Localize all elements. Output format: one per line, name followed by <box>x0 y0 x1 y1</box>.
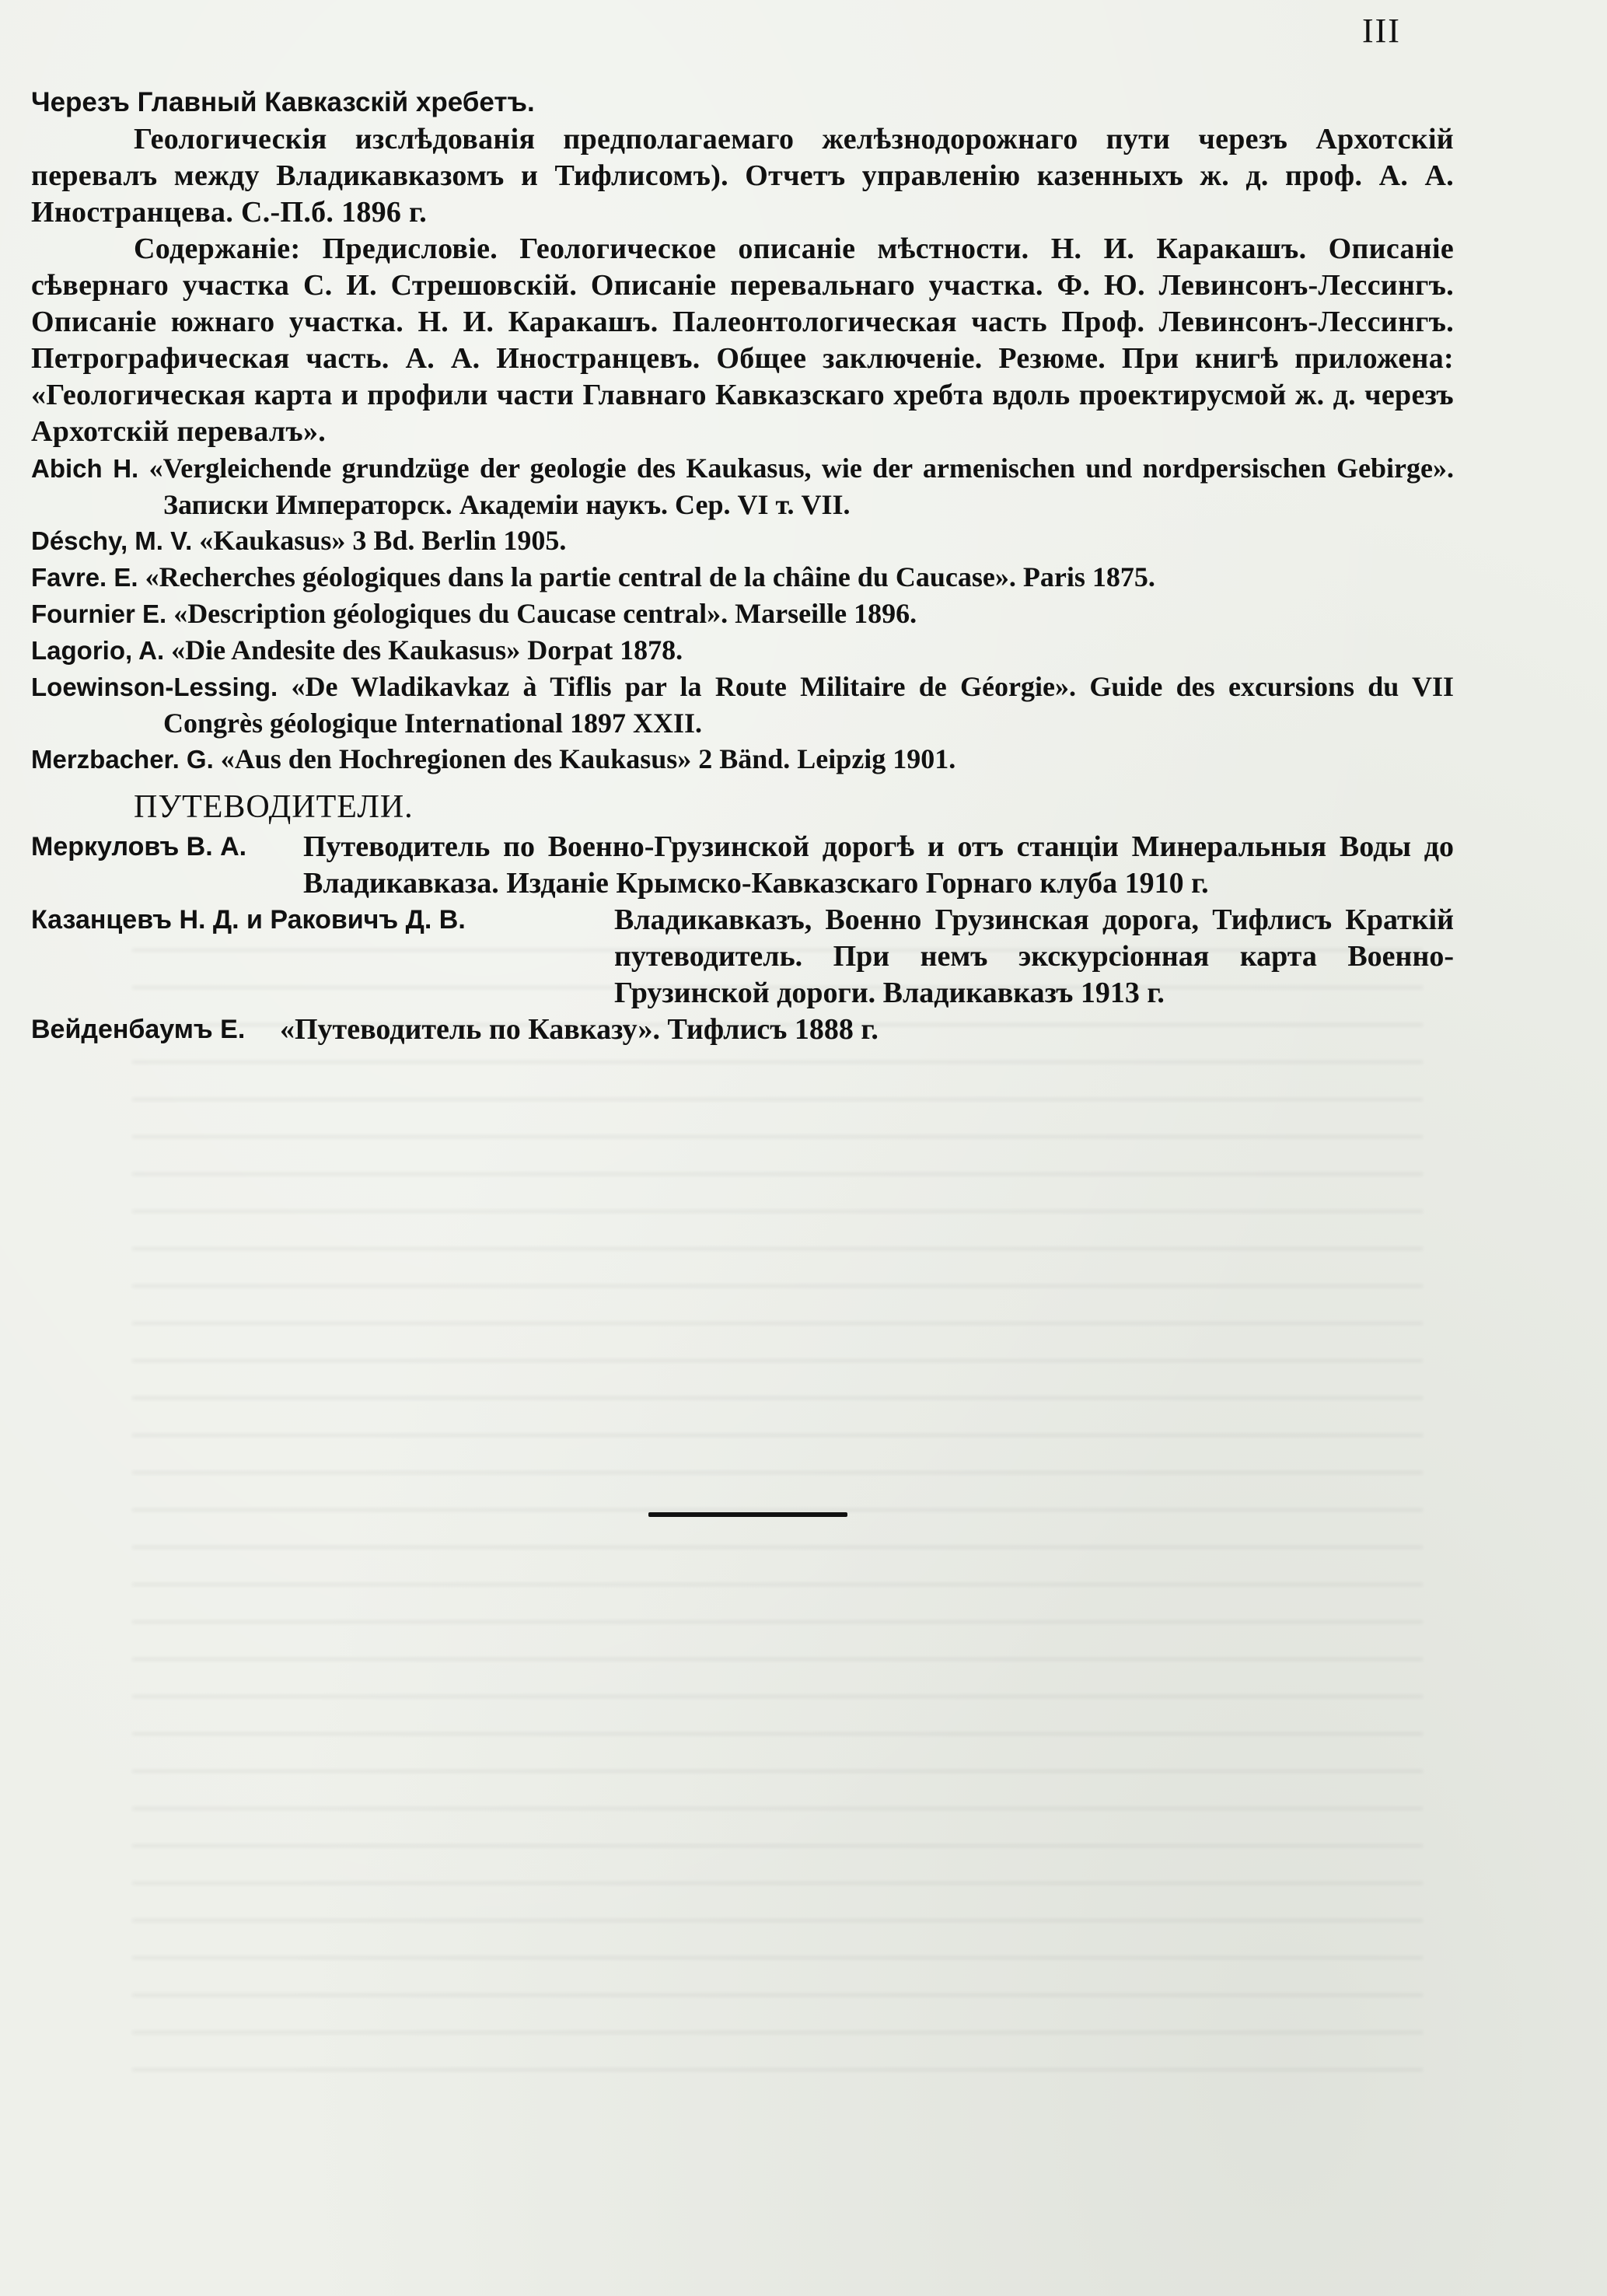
paragraph-contents: Содержаніе: Предисловіе. Геологическое описаніе мѣстности. Н. И. Каракашъ. Описаніе сѣвернаго участка С. И. Стрешовскій. Описаніе перевальнаго участка. Ф. Ю. Левинсонъ-Лессингъ. Описаніе южнаго участка. Н. И. Каракашъ. Палеонтологическая часть Проф. Левинсонъ-Лессингъ. Петрографическая часть. А. А. Иностранцевъ. Общее заключеніе. Резюме. При книгѣ приложена: «Геологическая карта и профили части Главнаго Кавказскаго хребта вдоль проектирусмой ж. д. черезъ Архотскій перевалъ». <box>31 232 1454 448</box>
bibliography-content <box>31 84 1454 1048</box>
guide-text: Путеводитель по Военно-Грузинской дорогѣ и отъ станціи Минеральныя Воды до Владикавказа. Изданіе Крымско-Кавказскаго Горнаго клуба 1910 г. <box>303 830 1454 900</box>
guide-entry <box>31 1012 1454 1048</box>
reference-author: Loewinson-Lessing. <box>31 673 278 701</box>
reference-author: Abich H. <box>31 454 139 483</box>
reference-author: Favre. E. <box>31 563 138 592</box>
reference-author: Merzbacher. G. <box>31 745 214 774</box>
page-number: III <box>1362 12 1401 50</box>
reference-entry <box>31 450 1454 522</box>
reference-entry <box>31 559 1454 596</box>
reference-author: Déschy, M. V. <box>31 526 193 555</box>
reference-text: «Aus den Hochregionen des Kaukasus» 2 Bänd. Leipzig 1901. <box>220 743 956 774</box>
reference-author: Lagorio, A. <box>31 636 165 665</box>
guide-author: Вейденбаумъ Е. <box>31 1015 246 1044</box>
reference-entry <box>31 522 1454 559</box>
paragraph-report: Геологическія изслѣдованія предполагаемаго желѣзнодорожнаго пути черезъ Архотскій перевалъ между Владикавказомъ и Тифлисомъ). Отчетъ управленію казенныхъ ж. д. проф. А. А. Иностранцева. С.-П.б. 1896 г. <box>31 123 1454 229</box>
guides-list <box>31 829 1454 1048</box>
reference-text: «Vergleichende grundzüge der geologie des Kaukasus, wie der armenischen und nordpersischen Gebirge». Записки Императорск. Академіи наукъ. Сер. VI т. VII. <box>148 453 1455 520</box>
guide-text: «Путеводитель по Кавказу». Тифлисъ 1888 г. <box>280 1013 879 1046</box>
guides-heading: ПУТЕВОДИТЕЛИ. <box>134 789 414 825</box>
reference-text: «Kaukasus» 3 Bd. Berlin 1905. <box>199 525 567 556</box>
closing-rule <box>648 1512 847 1517</box>
guide-author: Меркуловъ В. А. <box>31 832 247 861</box>
guide-text: Владикавказъ, Военно Грузинская дорога, Тифлисъ Краткій путеводитель. При немъ экскурсіонная карта Военно-Грузинской дороги. Владикавказъ 1913 г. <box>614 903 1454 1009</box>
guide-entry <box>31 829 1454 902</box>
reference-list <box>31 450 1454 778</box>
reference-author: Fournier E. <box>31 599 167 628</box>
reference-text: «Description géologiques du Caucase central». Marseille 1896. <box>173 598 917 629</box>
section-heading: Черезъ Главный Кавказскій хребетъ. <box>31 87 535 117</box>
reference-entry <box>31 632 1454 669</box>
guide-entry <box>31 902 1454 1012</box>
reference-entry <box>31 669 1454 741</box>
reference-entry <box>31 741 1454 778</box>
reference-text: «De Wladikavkaz à Tiflis par la Route Militaire de Géorgie». Guide des excursions du VII Congrès géologique International 1897 XXII. <box>163 671 1455 739</box>
reference-text: «Die Andesite des Kaukasus» Dorpat 1878. <box>171 634 683 666</box>
reference-text: «Recherches géologiques dans la partie central de la châine du Caucase». Paris 1875. <box>145 561 1155 592</box>
guide-author: Казанцевъ Н. Д. и Раковичъ Д. В. <box>31 905 466 935</box>
reference-entry <box>31 596 1454 632</box>
